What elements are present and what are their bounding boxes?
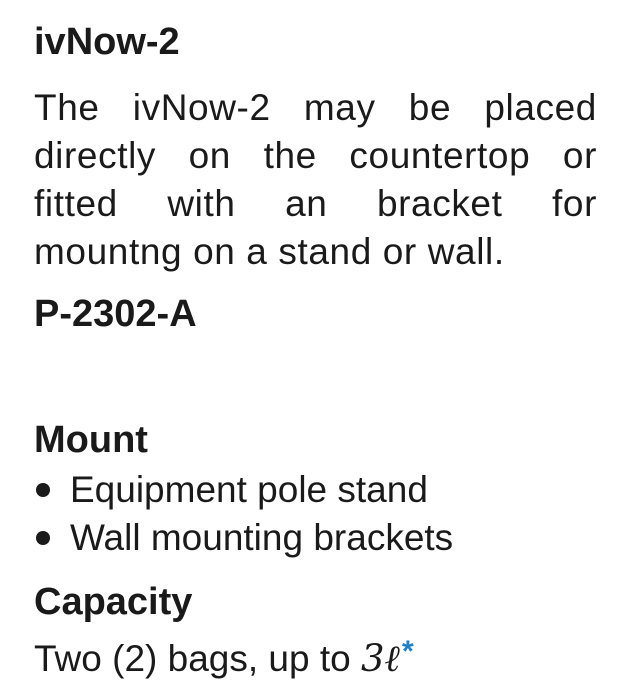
mount-heading: Mount [34, 419, 148, 461]
model-number: P-2302-A [34, 293, 197, 335]
list-item [34, 466, 453, 514]
product-description: The ivNow-2 may be placed directly on the countertop or fitted with an bracket for mountng on a stand or wall. [34, 87, 597, 272]
list-item [34, 514, 453, 562]
capacity-value [34, 628, 414, 683]
product-title: ivNow-2 [34, 21, 180, 63]
bullet-icon [36, 483, 50, 497]
capacity-heading: Capacity [34, 581, 193, 623]
bullet-icon [36, 531, 50, 545]
mount-list [34, 466, 453, 562]
footnote-asterisk: * [401, 635, 414, 668]
list-item-label: Wall mounting brackets [70, 517, 454, 558]
capacity-text: Two (2) bags, up to [34, 638, 362, 679]
capacity-volume: 3ℓ [361, 637, 400, 680]
list-item-label: Equipment pole stand [70, 469, 428, 510]
